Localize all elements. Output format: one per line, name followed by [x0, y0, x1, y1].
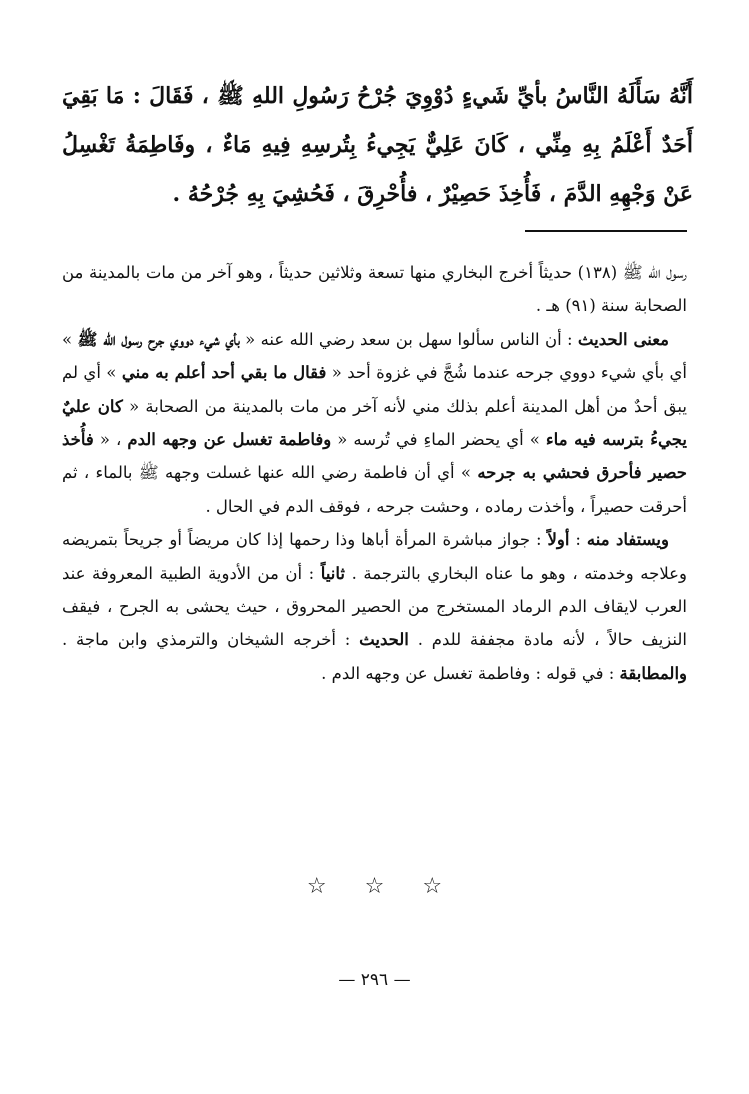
commentary-block	[62, 256, 687, 690]
meaning-heading: معنى الحديث	[577, 329, 669, 349]
hadith-source-text: : أخرجه الشيخان والترمذي وابن ماجة .	[62, 630, 360, 650]
meaning-text-6: » أي أن فاطمة رضي الله عنها غسلت وجهه ﷺ بالماء ، ثم أحرقت حصيراً ، وأخذت رماده ، وحشت جرحه ، فوقف الدم في الحال .	[62, 463, 687, 516]
benefits-separator: :	[569, 530, 587, 550]
hadith-meaning-paragraph	[62, 323, 687, 523]
star-icon: ☆	[364, 874, 385, 899]
meaning-text-5: ، «	[93, 430, 128, 450]
section-divider-stars	[0, 874, 749, 899]
meaning-text-4: » أي يحضر الماءِ في تُرسه «	[331, 430, 546, 450]
meaning-quote-3: كان عليٌ يجيءُ بترسه فيه ماء	[62, 396, 688, 450]
hadith-paragraph: أَنَّهُ سَأَلَهُ النَّاسُ بأيِّ شَيءٍ دُوْوِيَ جُرْحُ رَسُولِ اللهِ ﷺ ، فَقَالَ : مَا بَقِيَ أَحَدٌ أَعْلَمُ بِهِ مِنِّي ، كَانَ عَلِيٌّ يَجِيءُ بِتُرسِهِ فِيهِ مَاءٌ ، وفَاطِمَةُ تَغْسِلُ عَنْ وَجْهِهِ الدَّمَ ، فَأُخِذَ حَصِيْرٌ ، فأُحْرِقَ ، فَحُشِيَ بِهِ جُرْحُهُ .	[62, 83, 693, 207]
second-point-text: : أن من الأدوية الطبية المعروفة عند العرب لايقاف الدم الرماد المستخرج من الحصير المحروق ، حيث يحشى به الجرح ، فيقف النزيف حالاً ، لأنه مادة مجففة للدم .	[62, 563, 688, 650]
benefits-heading: ويستفاد منه	[586, 530, 669, 550]
first-point-label: أولاً	[547, 530, 570, 550]
meaning-quote-1: بأي شيء دووي جرح رسول الله ﷺ	[77, 329, 240, 349]
star-icon: ☆	[306, 874, 327, 899]
first-point-text: : جواز مباشرة المرأة أباها وذا رحمها إذا كان مريضاً أو جريحاً بتمريضه وعلاجه وخدمته ، وهو ما عناه البخاري بالترجمة .	[62, 530, 687, 583]
meaning-quote-5: فأُخذ حصير فأحرق فحشي به جرحه	[62, 430, 687, 483]
meaning-text-3: » أي لم يبق أحدٌ من أهل المدينة أعلم بذلك مني لأنه آخر من مات بالمدينة من الصحابة «	[62, 363, 687, 416]
narrator-bio-paragraph: رسول الله ﷺ (١٣٨) حديثاً أخرج البخاري منها تسعة وثلاثين حديثاً ، وهو آخر من مات بالمدينة من الصحابة سنة (٩١) هـ .	[62, 263, 687, 316]
matching-text: : في قوله : وفاطمة تغسل عن وجهه الدم .	[321, 663, 620, 683]
hadith-source-label: الحديث	[359, 630, 409, 650]
meaning-text-2: » أي بأي شيء دووي جرحه عندما شُجَّ في غزوة أحد «	[62, 329, 688, 383]
meaning-quote-4: وفاطمة تغسل عن وجهه الدم	[127, 430, 332, 450]
star-icon: ☆	[422, 874, 443, 899]
second-point-label: ثانياً	[320, 563, 346, 583]
meaning-quote-2: فقال ما بقي أحد أعلم به مني	[121, 363, 327, 383]
hadith-text-block	[62, 72, 693, 219]
benefits-paragraph	[62, 523, 687, 690]
meaning-text-1: : أن الناس سألوا سهل بن سعد رضي الله عنه «	[239, 329, 578, 349]
matching-label: والمطابقة	[619, 663, 687, 683]
footnote-separator-line	[525, 230, 687, 232]
page-number: — ٢٩٦ —	[338, 970, 411, 990]
